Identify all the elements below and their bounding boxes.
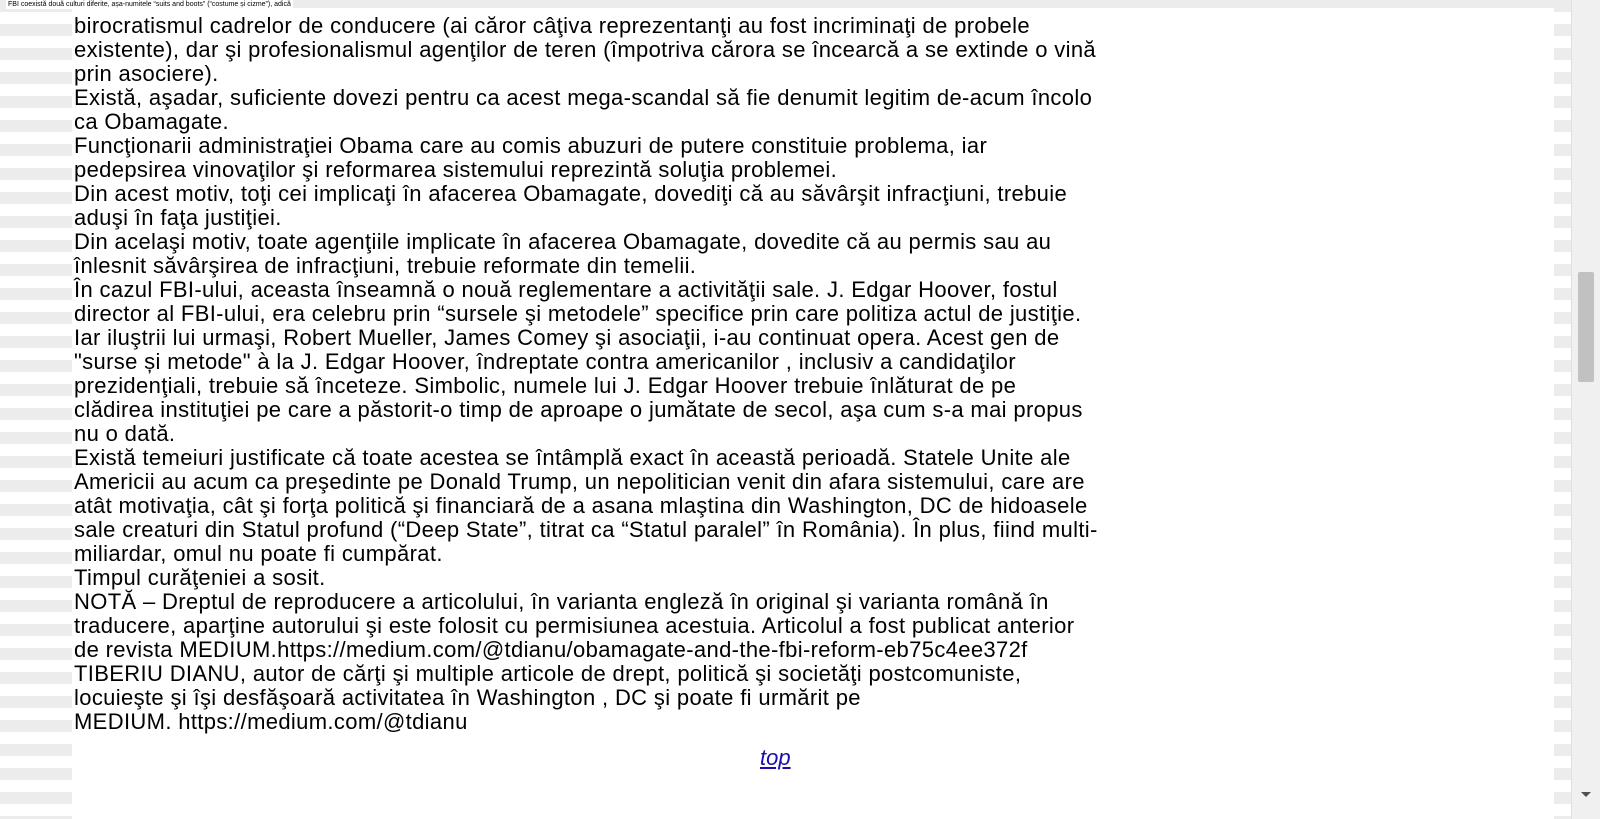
- article-line: Din acelaşi motiv, toate agenţiile implicate în afacerea Obamagate, dovedite că au permis sau au: [74, 229, 1052, 254]
- article-line: TIBERIU DIANU, autor de cărţi şi multiple articole de drept, politică şi societăţi postcomuniste,: [74, 661, 1022, 686]
- article-line: locuieşte şi îşi desfăşoară activitatea în Washington , DC şi poate fi urmărit pe: [74, 685, 861, 710]
- article-line: traducere, aparţine autorului şi este folosit cu permisiunea acestuia. Articolul a fost publicat anterior: [74, 613, 1075, 638]
- article-line: prin asociere).: [74, 61, 219, 86]
- article-line: În cazul FBI-ului, aceasta înseamnă o nouă reglementare a activităţii sale. J. Edgar Hoover, fostul: [74, 277, 1058, 302]
- article-line: "surse și metode" à la J. Edgar Hoover, îndreptate contra americanilor , inclusiv a candidaţilor: [74, 349, 1016, 374]
- article-line: de revista MEDIUM.https://medium.com/@tdianu/obamagate-and-the-fbi-reform-eb75c4ee372f: [74, 637, 1028, 662]
- vertical-scrollbar[interactable]: [1571, 0, 1600, 819]
- article-line: înlesnit săvârşirea de infracţiuni, trebuie reformate din temelii.: [74, 253, 697, 278]
- article-line: existente), dar şi profesionalismul agenţilor de teren (împotriva cărora se încearcă a se extinde o vină: [74, 37, 1097, 62]
- article-body: [74, 14, 1554, 734]
- article-line: birocratismul cadrelor de conducere (ai căror câţiva reprezentanţi au fost incriminaţi de probele: [74, 13, 1030, 38]
- article-line: Există temeiuri justificate că toate acestea se întâmplă exact în această perioadă. Statele Unite ale: [74, 445, 1071, 470]
- article-line: aduşi în faţa justiţiei.: [74, 205, 282, 230]
- article-line: ca Obamagate.: [74, 109, 229, 134]
- article-line: Americii au acum ca preşedinte pe Donald Trump, un nepolitician venit din afara sistemului, care are: [74, 469, 1085, 494]
- article-line: miliardar, omul nu poate fi cumpărat.: [74, 541, 443, 566]
- article-line: clădirea instituţiei pe care a păstorit-o timp de aproape o jumătate de secol, aşa cum s-a mai propus: [74, 397, 1083, 422]
- article-line: Funcţionarii administraţiei Obama care au comis abuzuri de putere constituie problema, iar: [74, 133, 988, 158]
- article-line: atât motivaţia, cât şi forţa politică şi financiară de a asana mlaştina din Washington, DC de hidoasele: [74, 493, 1088, 518]
- scrollbar-thumb[interactable]: [1578, 272, 1594, 382]
- top-link[interactable]: top: [760, 745, 791, 770]
- article-content-area: [72, 8, 1554, 819]
- article-line: director al FBI-ului, era celebru prin “sursele şi metodele” specifice prin care politiza actul de justiţie.: [74, 301, 1082, 326]
- header-text-snippet: FBI coexistă două culturi diferite, așa-numitele “suits and boots” (“costume și cizme”), adică: [8, 1, 291, 8]
- article-line: Din acest motiv, toţi cei implicaţi în afacerea Obamagate, dovediţi că au săvârşit infracţiuni, trebuie: [74, 181, 1068, 206]
- article-line: Există, aşadar, suficiente dovezi pentru ca acest mega-scandal să fie denumit legitim de-acum încolo: [74, 85, 1093, 110]
- article-line: pedepsirea vinovaţilor şi reformarea sistemului reprezintă soluţia problemei.: [74, 157, 838, 182]
- article-line: Timpul curăţeniei a sosit.: [74, 565, 326, 590]
- article-line: Iar iluştrii lui urmaşi, Robert Mueller, James Comey şi asociaţii, i-au continuat opera. Acest gen de: [74, 325, 1060, 350]
- article-line: prezidenţiali, trebuie să înceteze. Simbolic, numele lui J. Edgar Hoover trebuie înlăturat de pe: [74, 373, 1017, 398]
- scroll-down-arrow-icon[interactable]: [1581, 792, 1591, 797]
- article-line: NOTĂ – Dreptul de reproducere a articolului, în varianta engleză în original şi varianta română în: [74, 589, 1049, 614]
- article-line: MEDIUM. https://medium.com/@tdianu: [74, 709, 468, 734]
- article-line: nu o dată.: [74, 421, 176, 446]
- article-line: sale creaturi din Statul profund (“Deep State”, titrat ca “Statul paralel” în România). În plus, fiind multi-: [74, 517, 1098, 542]
